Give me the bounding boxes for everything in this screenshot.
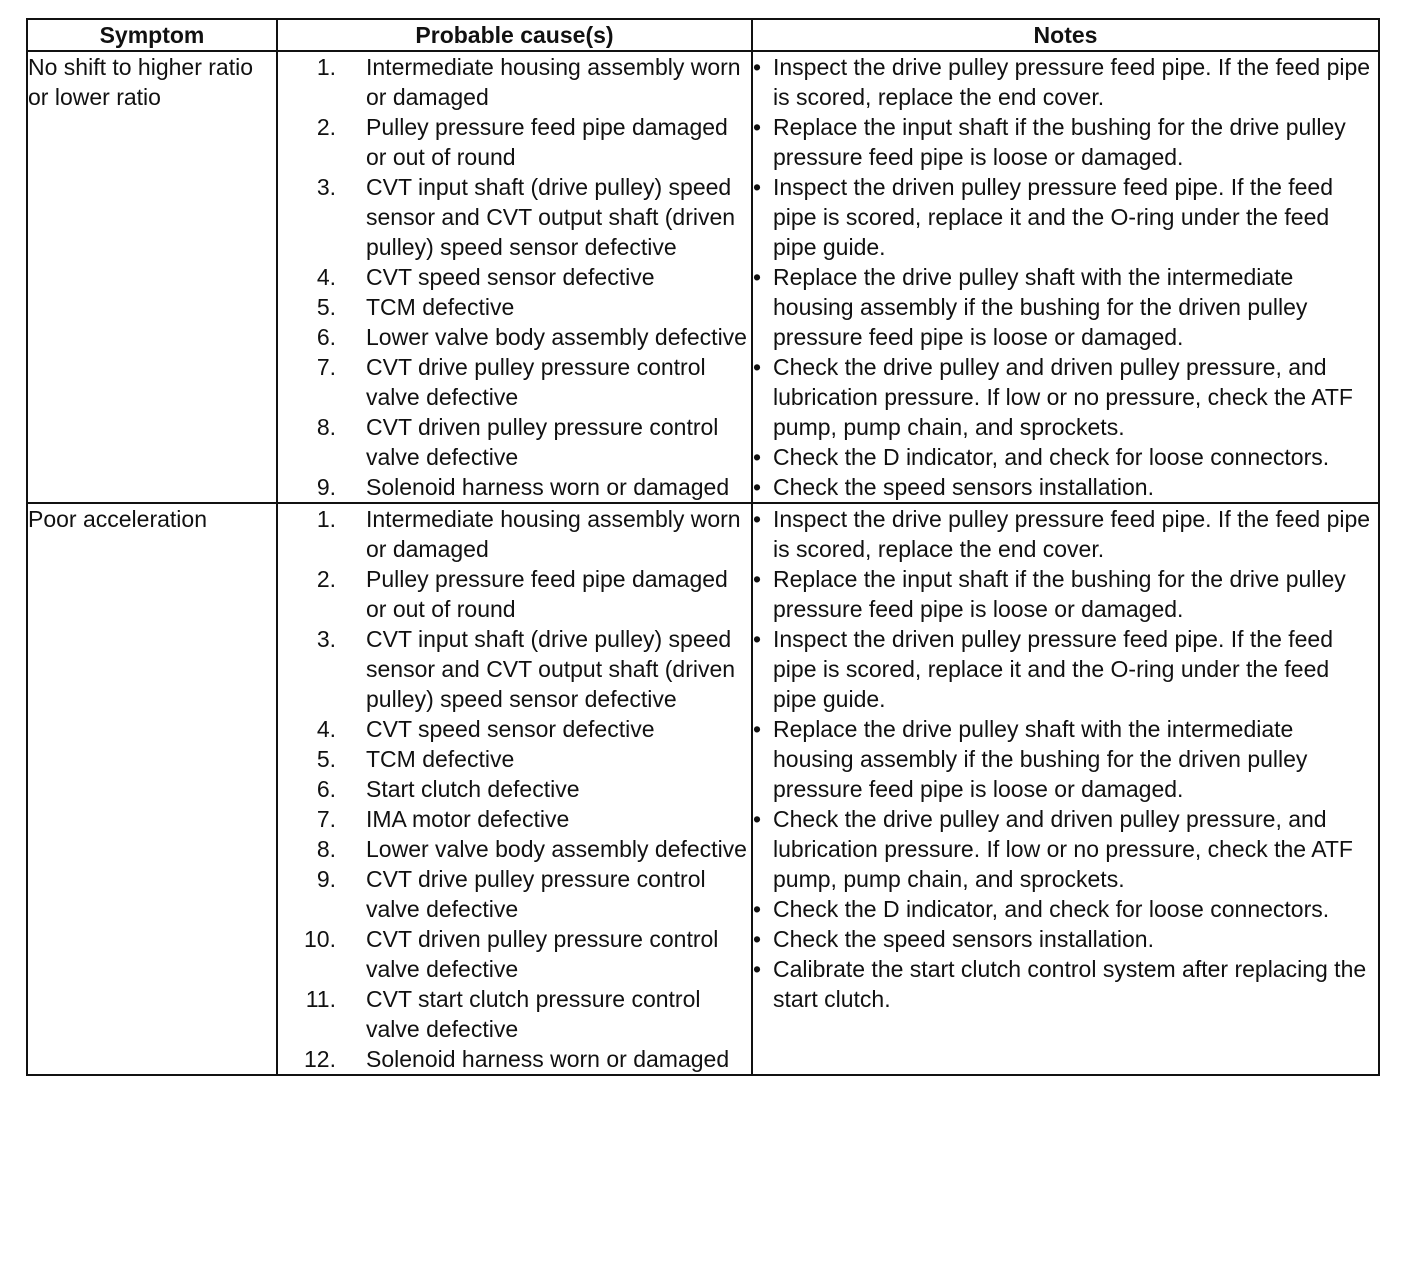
cause-text: TCM defective <box>366 746 515 772</box>
cause-number: 7. <box>316 806 336 832</box>
header-symptom: Symptom <box>27 19 277 51</box>
cause-item <box>278 1044 751 1074</box>
cause-number: 1. <box>316 506 336 532</box>
note-text: Replace the input shaft if the bushing for the drive pulley pressure feed pipe is loose or damaged. <box>773 566 1346 622</box>
cause-item <box>278 172 751 262</box>
cause-number: 8. <box>316 836 336 862</box>
cause-item <box>278 834 751 864</box>
note-item <box>753 504 1378 564</box>
cause-number: 6. <box>316 324 336 350</box>
note-text: Calibrate the start clutch control system after replacing the start clutch. <box>773 956 1367 1012</box>
cause-number: 10. <box>304 926 336 952</box>
note-text: Check the speed sensors installation. <box>773 926 1154 952</box>
table-row <box>27 51 1379 503</box>
cause-text: CVT speed sensor defective <box>366 716 655 742</box>
note-text: Check the speed sensors installation. <box>773 474 1154 500</box>
note-item <box>753 442 1378 472</box>
header-probable-causes: Probable cause(s) <box>277 19 752 51</box>
cause-text: Pulley pressure feed pipe damaged or out of round <box>366 566 728 622</box>
cause-item <box>278 864 751 924</box>
cause-item <box>278 112 751 172</box>
bullet-icon: • <box>753 566 762 592</box>
cause-text: Intermediate housing assembly worn or damaged <box>366 54 741 110</box>
cause-number: 9. <box>316 866 336 892</box>
note-text: Check the drive pulley and driven pulley pressure, and lubrication pressure. If low or no pressure, check the ATF pump, pump chain, and sprockets. <box>773 354 1353 440</box>
note-item <box>753 954 1378 1014</box>
cause-item <box>278 774 751 804</box>
cause-item <box>278 984 751 1044</box>
cause-text: Lower valve body assembly defective <box>366 836 747 862</box>
bullet-icon: • <box>753 956 762 982</box>
cause-text: CVT input shaft (drive pulley) speed sensor and CVT output shaft (driven pulley) speed sensor defective <box>366 626 736 712</box>
symptom-cell: Poor acceleration <box>27 503 277 1075</box>
bullet-icon: • <box>753 896 762 922</box>
bullet-icon: • <box>753 444 762 470</box>
bullet-icon: • <box>753 716 762 742</box>
cause-text: Start clutch defective <box>366 776 580 802</box>
cause-number: 8. <box>316 414 336 440</box>
cause-number: 9. <box>316 474 336 500</box>
note-text: Replace the drive pulley shaft with the intermediate housing assembly if the bushing for the driven pulley pressure feed pipe is loose or damaged. <box>773 264 1308 350</box>
cause-item <box>278 744 751 774</box>
note-text: Inspect the driven pulley pressure feed pipe. If the feed pipe is scored, replace it and the O-ring under the feed pipe guide. <box>773 626 1334 712</box>
note-item <box>753 262 1378 352</box>
note-item <box>753 564 1378 624</box>
symptom-cell: No shift to higher ratio or lower ratio <box>27 51 277 503</box>
cause-item <box>278 322 751 352</box>
header-notes: Notes <box>752 19 1379 51</box>
note-item <box>753 172 1378 262</box>
note-text: Check the D indicator, and check for loose connectors. <box>773 444 1330 470</box>
note-item <box>753 804 1378 894</box>
cause-number: 2. <box>316 114 336 140</box>
cause-number: 6. <box>316 776 336 802</box>
cause-item <box>278 52 751 112</box>
cause-number: 12. <box>304 1046 336 1072</box>
cause-text: TCM defective <box>366 294 515 320</box>
cause-text: CVT start clutch pressure control valve defective <box>366 986 701 1042</box>
cause-item <box>278 292 751 322</box>
probable-causes-cell <box>277 503 752 1075</box>
note-item <box>753 352 1378 442</box>
cause-number: 2. <box>316 566 336 592</box>
note-item <box>753 112 1378 172</box>
cause-item <box>278 924 751 984</box>
cause-number: 3. <box>316 174 336 200</box>
cause-item <box>278 472 751 502</box>
bullet-icon: • <box>753 806 762 832</box>
cause-number: 5. <box>316 294 336 320</box>
cause-number: 7. <box>316 354 336 380</box>
cause-text: CVT drive pulley pressure control valve defective <box>366 354 706 410</box>
notes-cell <box>752 503 1379 1075</box>
note-text: Replace the input shaft if the bushing for the drive pulley pressure feed pipe is loose or damaged. <box>773 114 1346 170</box>
header-row <box>27 19 1379 51</box>
probable-causes-cell <box>277 51 752 503</box>
cause-item <box>278 412 751 472</box>
note-text: Check the D indicator, and check for loose connectors. <box>773 896 1330 922</box>
note-text: Inspect the drive pulley pressure feed pipe. If the feed pipe is scored, replace the end cover. <box>773 506 1371 562</box>
bullet-icon: • <box>753 926 762 952</box>
cause-number: 1. <box>316 54 336 80</box>
bullet-icon: • <box>753 474 762 500</box>
cause-text: CVT driven pulley pressure control valve defective <box>366 926 719 982</box>
cause-number: 3. <box>316 626 336 652</box>
notes-cell <box>752 51 1379 503</box>
cause-number: 5. <box>316 746 336 772</box>
cause-text: CVT speed sensor defective <box>366 264 655 290</box>
note-text: Inspect the drive pulley pressure feed pipe. If the feed pipe is scored, replace the end cover. <box>773 54 1371 110</box>
cause-item <box>278 564 751 624</box>
cause-item <box>278 262 751 292</box>
bullet-icon: • <box>753 174 762 200</box>
bullet-icon: • <box>753 626 762 652</box>
cause-text: IMA motor defective <box>366 806 570 832</box>
note-text: Check the drive pulley and driven pulley pressure, and lubrication pressure. If low or no pressure, check the ATF pump, pump chain, and sprockets. <box>773 806 1353 892</box>
cause-number: 4. <box>316 264 336 290</box>
bullet-icon: • <box>753 264 762 290</box>
cause-item <box>278 804 751 834</box>
cause-text: Pulley pressure feed pipe damaged or out of round <box>366 114 728 170</box>
troubleshooting-table <box>26 18 1380 1076</box>
cause-item <box>278 504 751 564</box>
cause-text: CVT drive pulley pressure control valve defective <box>366 866 706 922</box>
table-row <box>27 503 1379 1075</box>
cause-text: Solenoid harness worn or damaged <box>366 474 730 500</box>
cause-text: Intermediate housing assembly worn or damaged <box>366 506 741 562</box>
note-item <box>753 894 1378 924</box>
note-text: Replace the drive pulley shaft with the intermediate housing assembly if the bushing for the driven pulley pressure feed pipe is loose or damaged. <box>773 716 1308 802</box>
bullet-icon: • <box>753 354 762 380</box>
cause-item <box>278 352 751 412</box>
note-item <box>753 624 1378 714</box>
cause-text: Lower valve body assembly defective <box>366 324 747 350</box>
cause-item <box>278 714 751 744</box>
note-item <box>753 714 1378 804</box>
cause-number: 11. <box>305 986 336 1012</box>
note-item <box>753 924 1378 954</box>
cause-text: CVT input shaft (drive pulley) speed sensor and CVT output shaft (driven pulley) speed sensor defective <box>366 174 736 260</box>
bullet-icon: • <box>753 54 762 80</box>
note-item <box>753 472 1378 502</box>
cause-text: CVT driven pulley pressure control valve defective <box>366 414 719 470</box>
cause-number: 4. <box>316 716 336 742</box>
table-body <box>27 51 1379 1075</box>
cause-text: Solenoid harness worn or damaged <box>366 1046 730 1072</box>
note-item <box>753 52 1378 112</box>
bullet-icon: • <box>753 506 762 532</box>
note-text: Inspect the driven pulley pressure feed pipe. If the feed pipe is scored, replace it and the O-ring under the feed pipe guide. <box>773 174 1334 260</box>
cause-item <box>278 624 751 714</box>
bullet-icon: • <box>753 114 762 140</box>
